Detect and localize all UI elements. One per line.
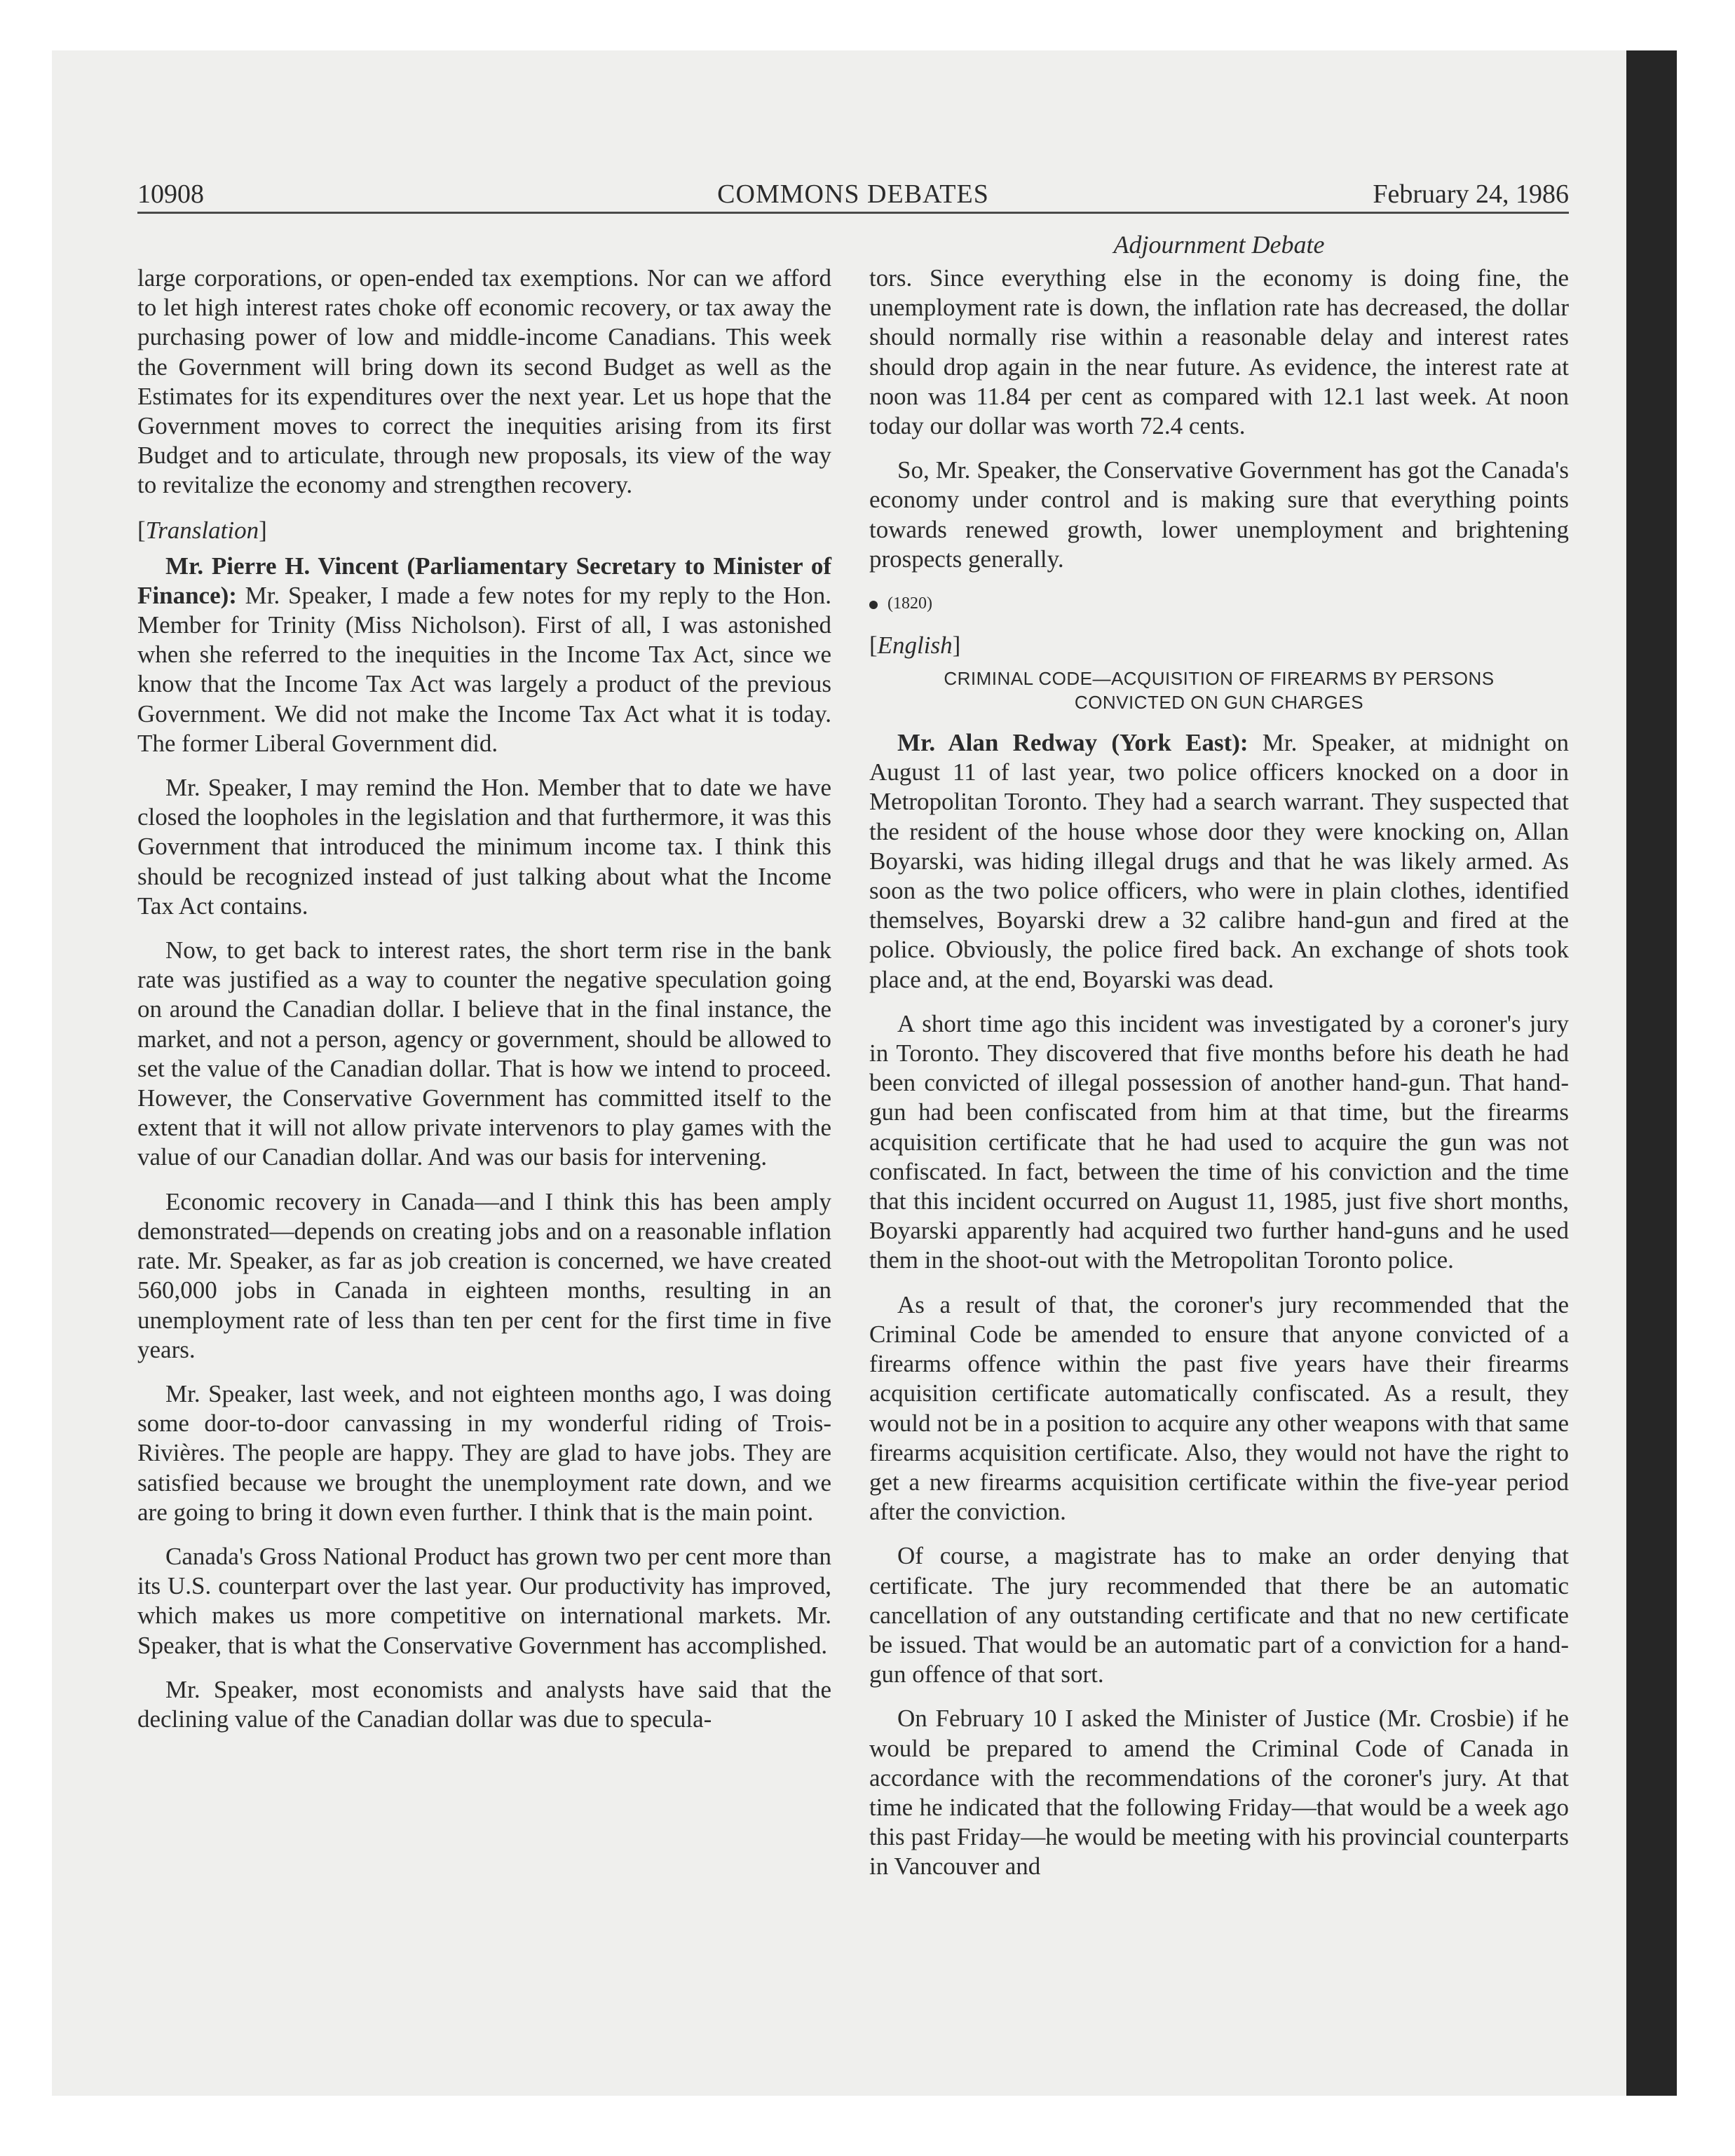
speech-text: Mr. Speaker, I made a few notes for my reply to the Hon. Member for Trinity (Miss Nicholson). First of all, I was astonished when she referred to the inequities in the Income Tax Act, since we know that the Income Tax Act was largely a product of the previous Government. We did not make the Income Tax Act what it is today. The former Liberal Government did.	[137, 581, 831, 757]
running-head: Adjournment Debate	[1113, 231, 1325, 259]
paragraph: Economic recovery in Canada—and I think this has been amply demonstrated—depends on creating jobs and on a reasonable inflation rate. Mr. Speaker, as far as job creation is concerned, we have created 560,000 jobs in Canada in eighteen months, resulting in an unemployment rate of less than ten per cent for the first time in five years.	[137, 1187, 831, 1363]
section-heading-line: CONVICTED ON GUN CHARGES	[1074, 692, 1364, 714]
paragraph: Mr. Speaker, last week, and not eighteen months ago, I was doing some door-to-door canvassing in my wonderful riding of Trois-Rivières. The people are happy. They are glad to have jobs. They are satisfied because we brought the unemployment rate down, and we are going to bring it down even further. I think that is the main point.	[137, 1379, 831, 1526]
paragraph: Of course, a magistrate has to make an order denying that certificate. The jury recommended that there be an automatic cancellation of any outstanding certificate and that no new certificate be issued. That would be an automatic part of a conviction for a hand-gun offence of that sort.	[869, 1542, 1569, 1688]
page-header	[137, 177, 1569, 214]
translation-tag-text: Translation	[145, 516, 259, 544]
speech-paragraph	[869, 728, 1569, 995]
paragraph: Canada's Gross National Product has grown two per cent more than its U.S. counterpart over the last year. Our productivity has improved, which makes us more competitive on international markets. Mr. Speaker, that is what the Conservative Government has accomplished.	[137, 1542, 831, 1659]
english-tag-text: English	[877, 632, 953, 660]
speaker-name: Mr. Alan Redway (York East):	[897, 729, 1248, 757]
paragraph: A short time ago this incident was investigated by a coroner's jury in Toronto. They discovered that five months before his death he had been convicted of illegal possession of another hand-gun. That hand-gun had been confiscated from him at that time, but the firearms acquisition certificate that he had used to acquire the gun was not confiscated. In fact, between the time of his conviction and the time that this incident occurred on August 11, 1985, just five short months, Boyarski apparently had acquired two further hand-guns and he used them in the shoot-out with the Metropolitan Toronto police.	[869, 1009, 1569, 1274]
issue-date: February 24, 1986	[1373, 179, 1569, 209]
paragraph: Now, to get back to interest rates, the short term rise in the bank rate was justified as a way to counter the negative speculation going on around the Canadian dollar. I believe that in the final instance, the market, and not a person, agency or government, should be allowed to set the value of the Canadian dollar. That is how we intend to proceed. However, the Conservative Government has committed itself to the extent that it will not allow private intervenors to play games with the value of our Canadian dollar. And was our basis for intervening.	[137, 936, 831, 1171]
paragraph: On February 10 I asked the Minister of Justice (Mr. Crosbie) if he would be prepared to amend the Criminal Code of Canada in accordance with the recommendations of the coroner's jury. At that time he indicated that the following Friday—that would be a week ago this past Friday—he would be meeting with his provincial counterparts in Vancouver and	[869, 1705, 1569, 1881]
section-heading	[869, 667, 1569, 714]
bullet-icon	[869, 601, 878, 609]
speech-paragraph	[137, 552, 831, 758]
publication-title: COMMONS DEBATES	[717, 179, 989, 209]
time-stamp	[869, 589, 1569, 618]
translation-tag: [Translation]	[137, 516, 267, 544]
scan-edge-shadow	[1626, 50, 1677, 2096]
english-tag: [English]	[869, 632, 961, 660]
paragraph: tors. Since everything else in the economy is doing fine, the unemployment rate is down, the inflation rate has decreased, the dollar should normally rise within a reasonable delay and interest rates should drop again in the near future. As evidence, the interest rate at noon was 11.84 per cent as compared with 12.1 last week. At noon today our dollar was worth 72.4 cents.	[869, 264, 1569, 440]
paragraph: As a result of that, the coroner's jury recommended that the Criminal Code be amended to ensure that anyone convicted of a firearms offence within the past five years have their firearms acquisition certificate automatically confiscated. As a result, they would not be in a position to acquire any other weapons with that same firearms acquisition certificate. Also, they would not have the right to get a new firearms acquisition certificate within the five-year period after the conviction.	[869, 1290, 1569, 1526]
paragraph: So, Mr. Speaker, the Conservative Government has got the Canada's economy under control and is making sure that everything points towards renewed growth, lower unemployment and brightening prospects generally.	[869, 456, 1569, 573]
speech-text: Mr. Speaker, at midnight on August 11 of last year, two police officers knocked on a door in Metropolitan Toronto. They had a search warrant. They suspected that the resident of the house whose door they were knocking on, Allan Boyarski, was hiding illegal drugs and that he was likely armed. As soon as the two police officers, who were in plain clothes, identified themselves, Boyarski drew a 32 calibre hand-gun and fired at the police. Obviously, the police fired back. An exchange of shots took place and, at the end, Boyarski was dead.	[869, 729, 1570, 993]
page-number: 10908	[137, 179, 204, 209]
right-column	[869, 264, 1569, 1897]
speaker-name: Mr. Pierre H. Vincent (Parliamentary Secretary to Minister of Finance):	[137, 552, 831, 609]
paragraph: Mr. Speaker, most economists and analysts have said that the declining value of the Canadian dollar was due to specula-	[137, 1675, 831, 1733]
paragraph: large corporations, or open-ended tax exemptions. Nor can we afford to let high interest rates choke off economic recovery, or tax away the purchasing power of low and middle-income Canadians. This week the Government will bring down its second Budget as well as the Estimates for its expenditures over the next year. Let us hope that the Government moves to correct the inequities arising from its first Budget and to articulate, through new proposals, its view of the way to revitalize the economy and strengthen recovery.	[137, 264, 831, 499]
time-stamp-text: (1820)	[887, 594, 932, 613]
paragraph: Mr. Speaker, I may remind the Hon. Member that to date we have closed the loopholes in the legislation and that furthermore, it was this Government that introduced the minimum income tax. I think this should be recognized instead of just talking about what the Income Tax Act contains.	[137, 774, 831, 920]
left-column	[137, 264, 831, 1749]
section-heading-line: CRIMINAL CODE—ACQUISITION OF FIREARMS BY PERSONS	[944, 668, 1495, 690]
